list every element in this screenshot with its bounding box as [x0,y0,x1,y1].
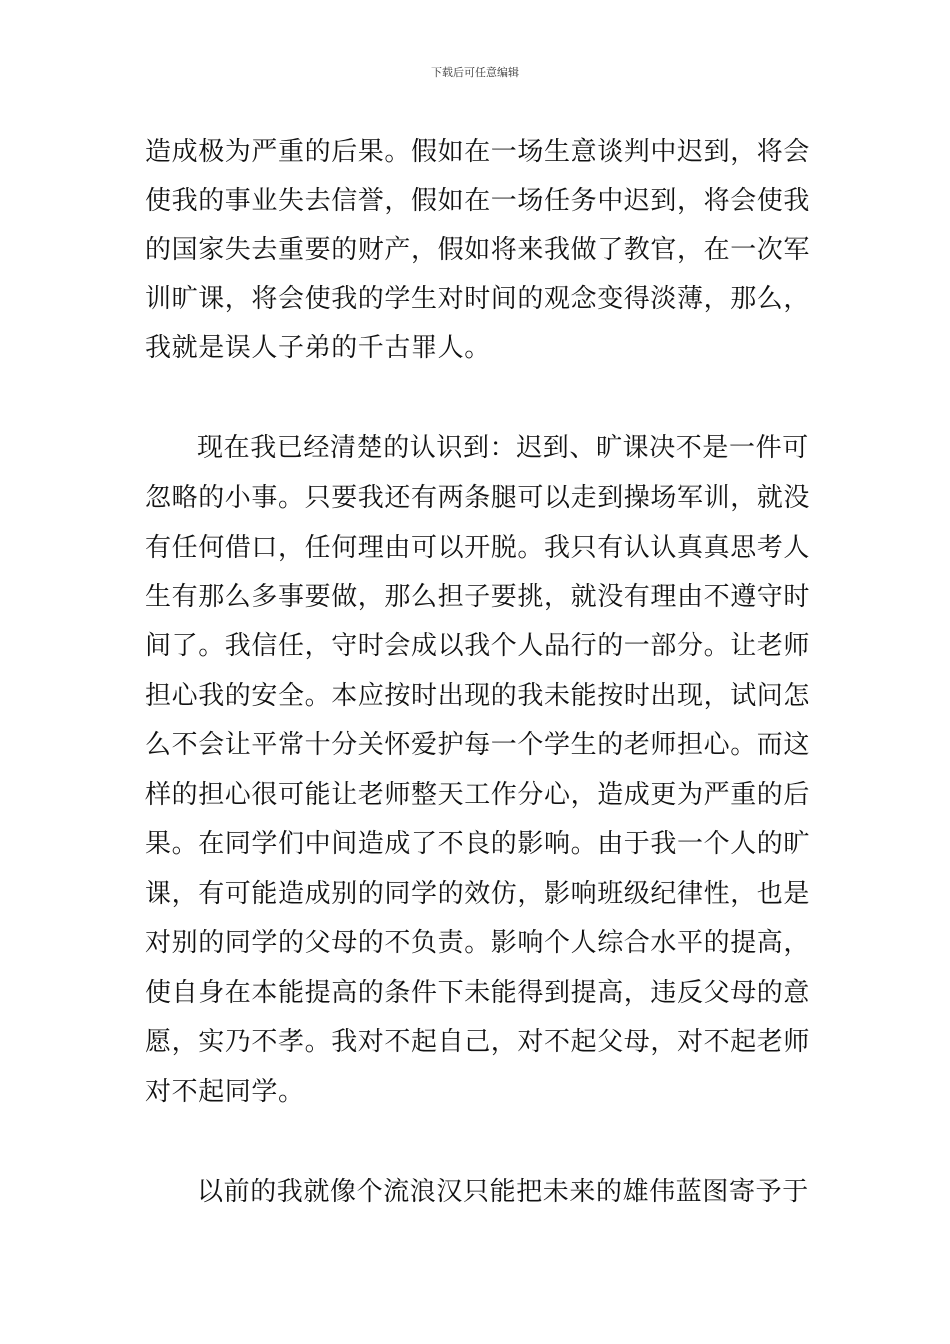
paragraph-2-line-5: 间了。我信任，守时会成以我个人品行的一部分。让老师 [145,631,811,661]
paragraph-2-line-8: 样的担心很可能让老师整天工作分心，造成更为严重的后 [145,780,811,810]
paragraph-2-line-11: 对别的同学的父母的不负责。影响个人综合水平的提高， [145,928,811,958]
paragraph-2-line-13: 愿，实乃不孝。我对不起自己，对不起父母，对不起老师 [145,1027,811,1057]
paragraph-2-line-4: 生有那么多事要做，那么担子要挑，就没有理由不遵守时 [145,582,811,612]
paragraph-2-line-14: 对不起同学。 [145,1077,305,1107]
paragraph-1-line-3: 的国家失去重要的财产，假如将来我做了教官，在一次军 [145,235,811,265]
paragraph-2-line-3: 有任何借口，任何理由可以开脱。我只有认认真真思考人 [145,533,811,563]
paragraph-1-line-2: 使我的事业失去信誉，假如在一场任务中迟到，将会使我 [145,186,811,216]
paragraph-3-line-1: 以前的我就像个流浪汉只能把未来的雄伟蓝图寄予于 [197,1177,809,1207]
paragraph-2-line-6: 担心我的安全。本应按时出现的我未能按时出现，试问怎 [145,681,811,711]
paragraph-2-line-10: 课，有可能造成别的同学的效仿，影响班级纪律性，也是 [145,879,811,909]
paragraph-1-line-1: 造成极为严重的后果。假如在一场生意谈判中迟到，将会 [145,137,811,167]
paragraph-1-line-4: 训旷课，将会使我的学生对时间的观念变得淡薄，那么， [145,284,811,314]
paragraph-2-line-1: 现在我已经清楚的认识到：迟到、旷课决不是一件可 [197,433,809,463]
paragraph-1-line-5: 我就是误人子弟的千古罪人。 [145,333,491,363]
paragraph-2-line-9: 果。在同学们中间造成了不良的影响。由于我一个人的旷 [145,829,811,859]
paragraph-2-line-12: 使自身在本能提高的条件下未能得到提高，违反父母的意 [145,978,811,1008]
paragraph-2-line-7: 么不会让平常十分关怀爱护每一个学生的老师担心。而这 [145,730,811,760]
paragraph-2-line-2: 忽略的小事。只要我还有两条腿可以走到操场军训，就没 [145,483,811,513]
page-header: 下载后可任意编辑 [431,66,519,79]
